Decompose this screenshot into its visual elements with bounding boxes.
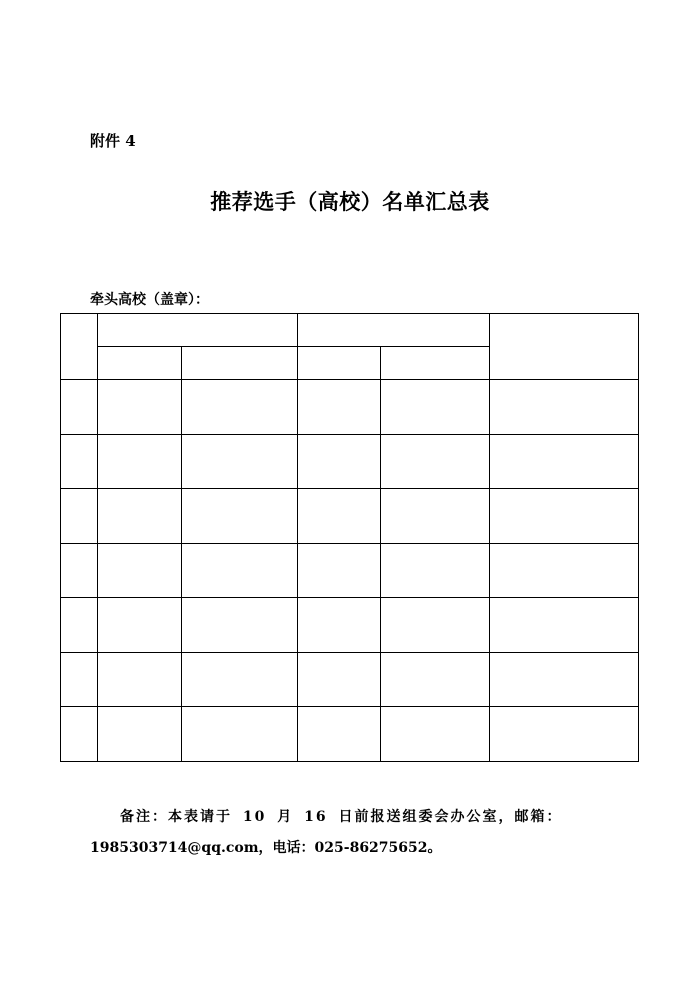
table-cell (381, 489, 490, 544)
table-cell (98, 707, 182, 762)
table-cell (298, 543, 381, 598)
table-cell (490, 598, 639, 653)
table-cell (182, 543, 298, 598)
table-row (61, 707, 639, 762)
table-cell (381, 707, 490, 762)
table-cell (298, 489, 381, 544)
table-cell (98, 652, 182, 707)
table-row (61, 380, 639, 435)
table-cell (182, 707, 298, 762)
table-cell (298, 707, 381, 762)
table-cell (298, 380, 381, 435)
attachment-label: 附件 4 (90, 132, 136, 150)
table-cell (98, 543, 182, 598)
table-header-cell (490, 314, 639, 380)
table-row (61, 489, 639, 544)
table-cell (490, 380, 639, 435)
table-cell (490, 707, 639, 762)
nomination-table (60, 313, 639, 762)
page-title: 推荐选手（高校）名单汇总表 (210, 189, 490, 214)
table-cell (61, 543, 98, 598)
table-cell (61, 434, 98, 489)
table-cell (61, 489, 98, 544)
table-cell (98, 489, 182, 544)
table-cell (490, 489, 639, 544)
remark-text: 备注：本表请于 10 月 16 日前报送组委会办公室，邮箱： (120, 809, 563, 825)
table-cell (98, 598, 182, 653)
table-cell (182, 598, 298, 653)
table-cell (381, 380, 490, 435)
table-cell (298, 652, 381, 707)
table-row (61, 652, 639, 707)
table-cell (298, 434, 381, 489)
table-header-cell (381, 347, 490, 380)
table-cell (490, 652, 639, 707)
table-cell (381, 434, 490, 489)
table-cell (98, 380, 182, 435)
table-cell (98, 434, 182, 489)
table-header-cell (298, 347, 381, 380)
contact-text: 1985303714@qq.com，电话：025-86275652。 (90, 840, 442, 856)
table-header-cell (61, 314, 98, 380)
table-cell (182, 652, 298, 707)
table-cell (490, 434, 639, 489)
table-cell (381, 598, 490, 653)
table-cell (61, 707, 98, 762)
table-row (61, 598, 639, 653)
table-cell (298, 598, 381, 653)
table-row (61, 543, 639, 598)
table-cell (61, 652, 98, 707)
table-header-cell (98, 314, 298, 347)
table-cell (182, 489, 298, 544)
table-header-cell (98, 347, 182, 380)
table-header-row (61, 314, 639, 347)
table-cell (61, 380, 98, 435)
table-cell (381, 543, 490, 598)
table-cell (61, 598, 98, 653)
lead-school-label: 牵头高校（盖章）： (90, 292, 209, 308)
table-cell (381, 652, 490, 707)
table-header-cell (298, 314, 490, 347)
table-cell (490, 543, 639, 598)
table-cell (182, 434, 298, 489)
table-row (61, 434, 639, 489)
table-cell (182, 380, 298, 435)
table-header-cell (182, 347, 298, 380)
